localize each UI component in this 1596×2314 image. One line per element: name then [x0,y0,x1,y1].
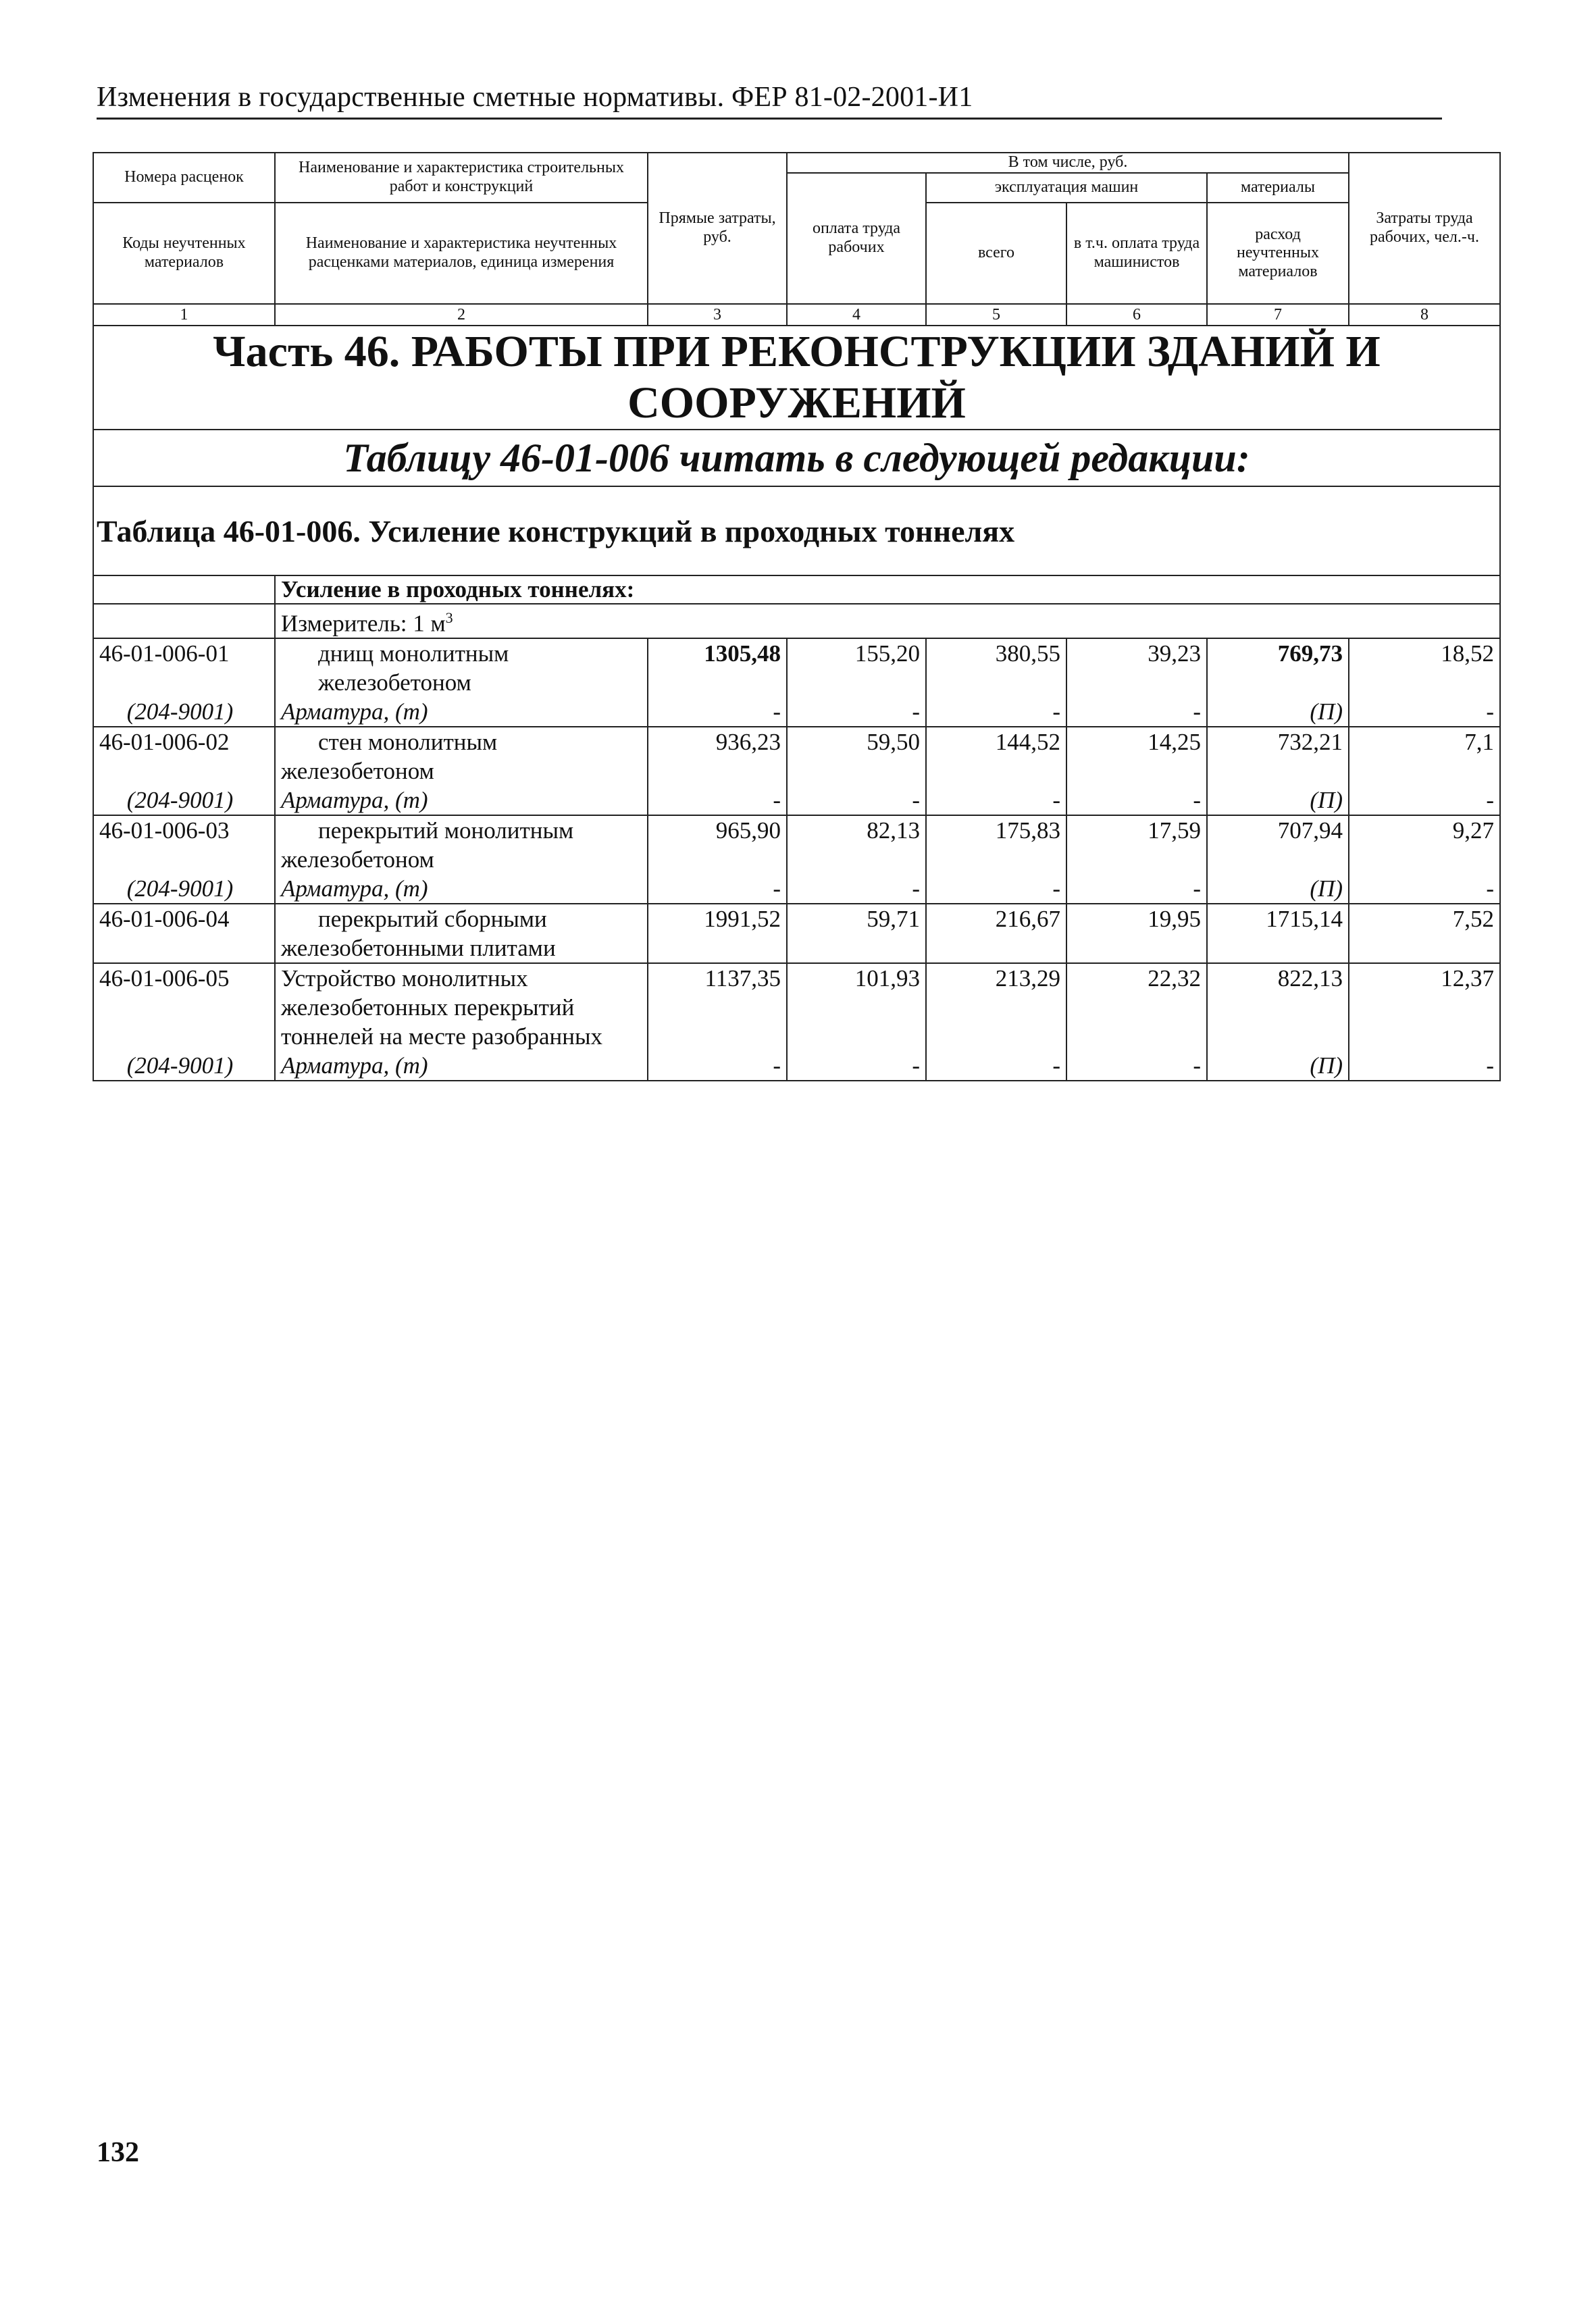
header-col6: в т.ч. оплата труда машинистов [1066,203,1207,304]
material-hours: - [1486,786,1494,813]
machine-cost-cell [926,638,1066,727]
operator-cost: 17,59 [1148,817,1201,844]
work-name-cell [275,963,648,1081]
material-name: Арматура, (т) [281,875,428,902]
rates-table [93,152,1501,1081]
rate-code-cell [93,904,275,963]
table-row [93,815,1500,904]
edit-note: Таблицу 46-01-006 читать в следующей редакции: [93,430,1500,486]
material-machines: - [1052,875,1060,902]
material-operators: - [1193,698,1201,725]
operator-cost-cell [1066,815,1207,904]
direct-cost-cell [648,638,787,727]
work-name-cell [275,815,648,904]
machine-cost-cell [926,815,1066,904]
labor-hours: 9,27 [1452,817,1494,844]
column-number: 7 [1207,304,1349,326]
material-code: (204-9001) [126,875,234,902]
material-machines: - [1052,786,1060,813]
materials-cost: 732,21 [1277,728,1343,755]
materials-cost: 707,94 [1277,817,1343,844]
labor-hours: 18,52 [1441,640,1494,667]
table-title: Таблица 46-01-006. Усиление конструкций в проходных тоннелях [93,486,1500,575]
labor-cost-cell [787,815,926,904]
material-labor: - [912,875,920,902]
materials-cost-cell [1207,815,1349,904]
materials-cost-cell [1207,904,1349,963]
material-direct: - [773,875,781,902]
labor-hours: 7,1 [1464,728,1494,755]
column-number: 4 [787,304,926,326]
header-materials: материалы [1207,173,1349,203]
header-machines: эксплуатация машин [926,173,1207,203]
operator-cost-cell [1066,638,1207,727]
machine-cost: 216,67 [995,905,1060,932]
column-number: 3 [648,304,787,326]
labor-cost-cell [787,727,926,815]
machine-cost-cell [926,963,1066,1081]
material-hours: - [1486,875,1494,902]
material-code: (204-9001) [126,698,234,725]
material-machines: - [1052,1052,1060,1079]
materials-cost-cell [1207,638,1349,727]
operator-cost-cell [1066,963,1207,1081]
material-direct: - [773,698,781,725]
measure-unit [275,604,1500,638]
labor-hours-cell [1349,815,1500,904]
material-labor: - [912,1052,920,1079]
rate-code: 46-01-006-03 [99,817,230,844]
header-col4: оплата труда рабочих [787,173,926,304]
column-numbers-row [93,304,1500,326]
header-col2-top: Наименование и характеристика строительных работ и конструкций [275,153,648,203]
column-number: 8 [1349,304,1500,326]
labor-cost: 101,93 [854,965,920,992]
labor-hours: 7,52 [1452,905,1494,932]
rate-code: 46-01-006-02 [99,728,230,755]
material-hours: - [1486,698,1494,725]
labor-hours-cell [1349,727,1500,815]
labor-hours-cell [1349,638,1500,727]
operator-cost: 19,95 [1148,905,1201,932]
labor-hours-cell [1349,904,1500,963]
direct-cost: 965,90 [715,817,781,844]
direct-cost: 1991,52 [704,905,781,932]
header-col1-top: Номера расценок [93,153,275,203]
header-col5: всего [926,203,1066,304]
labor-hours: 12,37 [1441,965,1494,992]
direct-cost-cell [648,904,787,963]
labor-cost: 155,20 [854,640,920,667]
measure-superscript: 3 [445,609,453,626]
material-labor: - [912,786,920,813]
material-labor: - [912,698,920,725]
material-code: (204-9001) [126,1052,234,1079]
header-col2-bottom: Наименование и характеристика неучтенных расценками материалов, единица измерения [275,203,648,304]
table-row [93,638,1500,727]
column-number: 5 [926,304,1066,326]
materials-cost: 1715,14 [1266,905,1343,932]
machine-cost: 175,83 [995,817,1060,844]
direct-cost: 1137,35 [704,965,781,992]
rate-code: 46-01-006-04 [99,905,230,932]
direct-cost-cell [648,727,787,815]
page-number: 132 [97,2137,139,2168]
material-unaccounted: (П) [1310,875,1343,902]
material-operators: - [1193,875,1201,902]
materials-cost-cell [1207,727,1349,815]
table-row [93,904,1500,963]
direct-cost-cell [648,963,787,1081]
work-name: перекрытий сборными железобетонными плитами [281,905,556,961]
labor-cost: 59,71 [867,905,920,932]
material-operators: - [1193,786,1201,813]
direct-cost: 936,23 [715,728,781,755]
machine-cost: 213,29 [995,965,1060,992]
work-name: стен монолитным железобетоном [281,728,498,784]
machine-cost-cell [926,904,1066,963]
operator-cost-cell [1066,727,1207,815]
material-machines: - [1052,698,1060,725]
direct-cost-cell [648,815,787,904]
material-code: (204-9001) [126,786,234,813]
column-number: 6 [1066,304,1207,326]
material-direct: - [773,1052,781,1079]
measure-label: Измеритель: 1 м [281,610,446,637]
header-col7: расход неучтенных материалов [1207,203,1349,304]
operator-cost: 39,23 [1148,640,1201,667]
header-group: В том числе, руб. [787,153,1349,173]
part-title: Часть 46. РАБОТЫ ПРИ РЕКОНСТРУКЦИИ ЗДАНИЙ И СООРУЖЕНИЙ [93,326,1500,430]
material-unaccounted: (П) [1310,1052,1343,1079]
labor-cost: 59,50 [867,728,920,755]
labor-cost-cell [787,963,926,1081]
column-number: 2 [275,304,648,326]
material-unaccounted: (П) [1310,698,1343,725]
subhead-empty [93,575,275,604]
direct-cost: 1305,48 [704,640,781,667]
operator-cost: 22,32 [1148,965,1201,992]
header-col8: Затраты труда рабочих, чел.-ч. [1349,153,1500,304]
material-operators: - [1193,1052,1201,1079]
machine-cost-cell [926,727,1066,815]
material-unaccounted: (П) [1310,786,1343,813]
table-row [93,963,1500,1081]
labor-cost-cell [787,638,926,727]
labor-cost-cell [787,904,926,963]
running-header: Изменения в государственные сметные нормативы. ФЕР 81-02-2001-И1 [97,81,1442,120]
header-col1-bottom: Коды неучтенных материалов [93,203,275,304]
rate-code: 46-01-006-01 [99,640,230,667]
material-hours: - [1486,1052,1494,1079]
operator-cost-cell [1066,904,1207,963]
header-col3: Прямые затраты, руб. [648,153,787,304]
materials-cost-cell [1207,963,1349,1081]
material-direct: - [773,786,781,813]
table-row [93,727,1500,815]
work-name: Устройство монолитных железобетонных перекрытий тоннелей на месте разобранных [281,965,602,1050]
operator-cost: 14,25 [1148,728,1201,755]
rate-code-cell [93,727,275,815]
rate-code-cell [93,963,275,1081]
labor-cost: 82,13 [867,817,920,844]
rate-code: 46-01-006-05 [99,965,230,992]
work-name-cell [275,904,648,963]
work-name: днищ монолитным железобетоном [318,640,509,696]
machine-cost: 144,52 [995,728,1060,755]
labor-hours-cell [1349,963,1500,1081]
column-number: 1 [93,304,275,326]
work-name: перекрытий монолитным железобетоном [281,817,574,873]
work-name-cell [275,638,648,727]
machine-cost: 380,55 [995,640,1060,667]
material-name: Арматура, (т) [281,698,428,725]
material-name: Арматура, (т) [281,786,428,813]
materials-cost: 822,13 [1277,965,1343,992]
rate-code-cell [93,815,275,904]
work-name-cell [275,727,648,815]
materials-cost: 769,73 [1277,640,1343,667]
material-name: Арматура, (т) [281,1052,428,1079]
rate-code-cell [93,638,275,727]
subhead-empty [93,604,275,638]
section-label: Усиление в проходных тоннелях: [275,575,1500,604]
